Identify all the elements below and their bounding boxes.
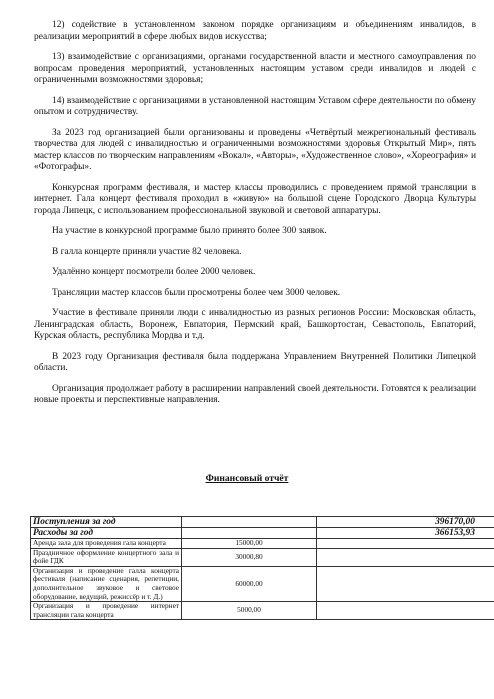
expense-item-amount: 15000,00 xyxy=(182,539,317,549)
financial-report-title: Финансовый отчёт xyxy=(205,473,289,484)
paragraph-support: В 2023 году Организация фестиваля была поддержана Управлением Внутренней Политики Липецкой области. xyxy=(34,351,476,373)
paragraph-13: 13) взаимодействие с организациями, органами государственной власти и местного самоуправления по вопросам проведения мероприятий, установленных настоящим уставом среди инвалидов и людей с ограниченными возможностями здоровья; xyxy=(34,52,476,85)
expense-item-empty xyxy=(317,548,494,566)
paragraph-festival: За 2023 год организацией были организованы и проведены «Четвёртый межрегиональный фестиваль творчества для людей с инвалидностью и ограниченными возможностями здоровья Открытый Мир», пять мастер классов по творческим направлениям «Вокал», «Авторы», «Художественное слово», «Хореография» и «Фотографы». xyxy=(34,127,476,172)
paragraph-12: 12) содействие в установленном законом порядке организациям и объединениям инвалидов, в реализации мероприятий в сфере любых видов искусства; xyxy=(34,20,476,42)
paragraph-masterclass-views: Трансляции мастер классов были просмотрены более чем 3000 человек. xyxy=(52,287,341,298)
paragraph-14: 14) взаимодействие с организациями в установленной настоящим Уставом сфере деятельности по обмену опытом и сотрудничеству. xyxy=(34,95,476,117)
income-value: 396170,00 xyxy=(317,517,494,528)
expense-row xyxy=(31,528,494,539)
paragraph-plans: Организация продолжает работу в расширении направлений своей деятельности. Готовятся к реализации новые проекты и перспективные направления. xyxy=(34,383,476,405)
body-text xyxy=(34,20,476,416)
paragraph-remote-viewers: Удалённо концерт посмотрели более 2000 человек. xyxy=(52,267,256,277)
expense-item-amount: 30000,80 xyxy=(182,548,317,566)
expense-item-amount: 60000,00 xyxy=(182,566,317,601)
table-row xyxy=(31,539,494,549)
expense-value: 366153,93 xyxy=(317,528,494,539)
paragraph-regions: Участие в фестивале приняли люди с инвалидностью из разных регионов России: Московская область, Ленинградская область, Воронеж, Евпатория, Пермский край, Башкортостан, Севастополь, Евпаторий, Курская область, республика Мордва и т.д. xyxy=(34,308,476,341)
expense-empty-cell xyxy=(182,528,317,539)
expense-item-empty xyxy=(317,539,494,549)
table-row xyxy=(31,548,494,566)
table-row xyxy=(31,602,494,620)
financial-table xyxy=(30,516,494,620)
expense-item-amount: 5000,00 xyxy=(182,602,317,620)
paragraph-broadcast: Конкурсная программ фестиваля, и мастер классы проводились с проведением прямой трансляции в интернет. Гала концерт фестиваля проходил в «живую» на большой сцене Городского Дворца Культуры города Липецк, с использованием профессиональной звуковой и световой аппаратуры. xyxy=(34,182,476,216)
expense-item-name: Праздничное оформление концертного зала и фойе ГДК xyxy=(31,548,182,566)
expense-item-name: Организация и проведение галла концерта фестиваля (написание сценария, репетиции, дополнительное звуковое и световое оборудование, ведущий, режиссёр и т. Д.) xyxy=(31,566,182,601)
expense-item-empty xyxy=(317,602,494,620)
expense-item-empty xyxy=(317,566,494,601)
paragraph-applications: На участие в конкурсной программе было принято более 300 заявок. xyxy=(52,226,327,236)
expense-item-name: Организация и проведение интернет трансляции гала концерта xyxy=(31,602,182,620)
income-row xyxy=(31,517,494,528)
expense-item-name: Аренда зала для проведения гала концерта xyxy=(31,539,182,549)
income-empty-cell xyxy=(182,517,317,528)
expense-label: Расходы за год xyxy=(31,528,182,539)
paragraph-gala-participants: В галла концерте приняли участие 82 человека. xyxy=(52,246,242,257)
table-row xyxy=(31,566,494,601)
income-label: Поступления за год xyxy=(31,517,182,528)
